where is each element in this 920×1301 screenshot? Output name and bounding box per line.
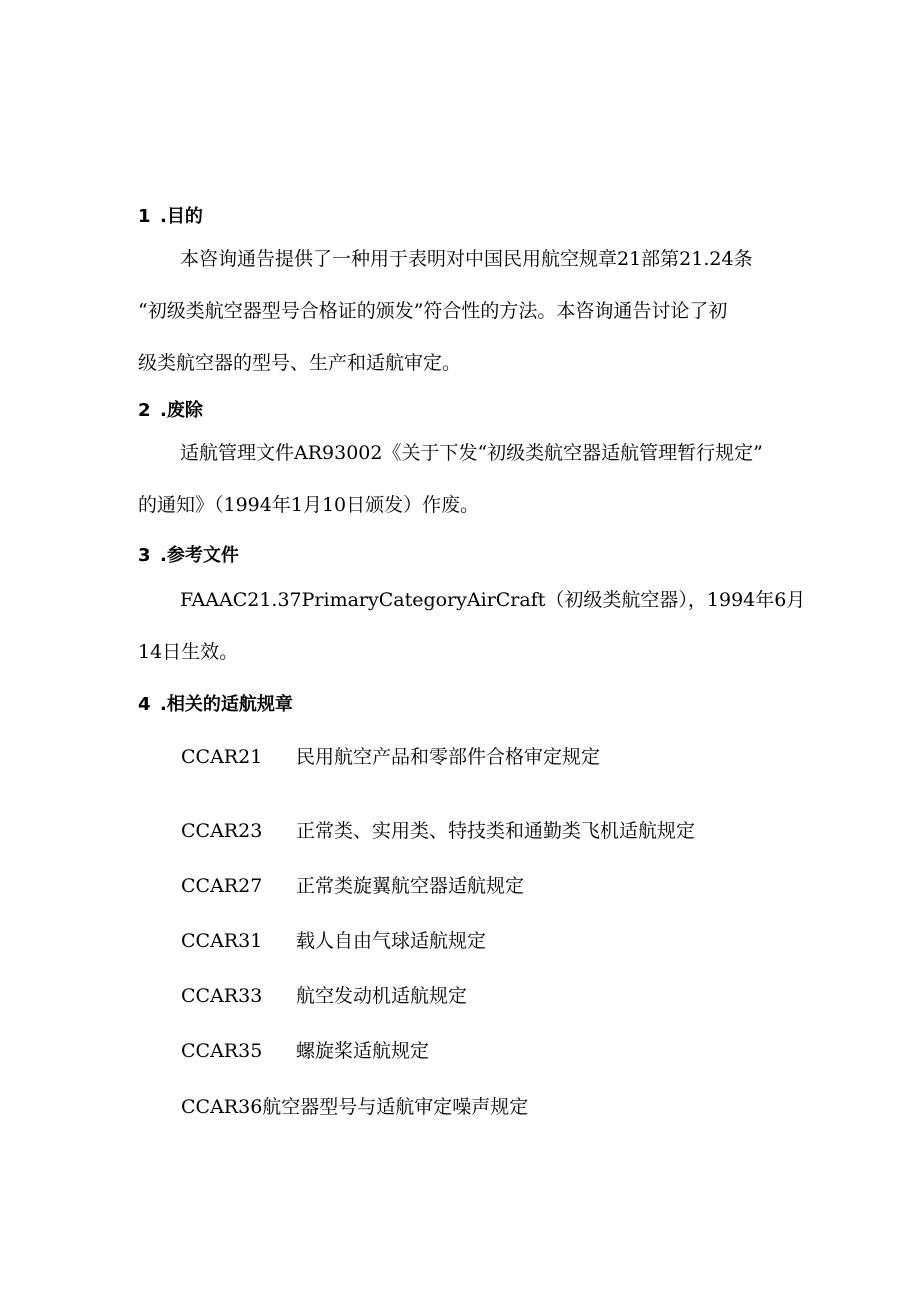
regulation-row: [181, 742, 600, 769]
section-3-heading: [138, 541, 239, 567]
regulation-title: 航空发动机适航规定: [296, 985, 468, 1007]
regulation-code: CCAR27: [181, 875, 263, 897]
section-4-heading: [138, 690, 293, 716]
section-title: .废除: [160, 400, 203, 421]
regulation-row: [181, 1036, 429, 1063]
regulation-code: CCAR23: [181, 820, 263, 842]
section-number: 3: [138, 545, 151, 566]
regulation-line: CCAR36航空器型号与适航审定噪声规定: [181, 1096, 529, 1118]
regulation-code: CCAR31: [181, 930, 263, 952]
regulation-row: [181, 926, 486, 953]
paragraph-line: 本咨询通告提供了一种用于表明对中国民用航空规章21部第21.24条: [180, 248, 753, 270]
paragraph-line: 的通知》（1994年1月10日颁发）作废。: [138, 494, 480, 516]
section-1-paragraph: [138, 233, 784, 389]
regulation-row: [181, 871, 524, 898]
section-title: .相关的适航规章: [160, 694, 293, 715]
regulation-title: 民用航空产品和零部件合格审定规定: [296, 746, 601, 768]
regulation-title: 正常类、实用类、特技类和通勤类飞机适航规定: [296, 820, 696, 842]
regulation-title: 螺旋桨适航规定: [296, 1040, 430, 1062]
section-title: .目的: [160, 206, 203, 227]
paragraph-line: FAAAC21.37PrimaryCategoryAirCraft（初级类航空器），1994年6月: [180, 589, 806, 611]
section-2-heading: [138, 396, 203, 422]
section-1-heading: [138, 202, 203, 228]
regulation-code: CCAR33: [181, 985, 263, 1007]
section-3-paragraph: [138, 574, 806, 678]
regulation-row: [181, 981, 467, 1008]
paragraph-line: 级类航空器的型号、生产和适航审定。: [138, 352, 462, 374]
section-title: .参考文件: [160, 545, 239, 566]
regulation-title: 正常类旋翼航空器适航规定: [296, 875, 525, 897]
paragraph-line: 14日生效。: [138, 641, 239, 663]
section-number: 2: [138, 400, 151, 421]
section-2-paragraph: [138, 427, 784, 531]
regulation-code: CCAR21: [181, 746, 263, 768]
section-number: 1: [138, 206, 151, 227]
regulation-code: CCAR35: [181, 1040, 263, 1062]
regulation-row: [181, 816, 695, 843]
paragraph-line: 适航管理文件AR93002《关于下发“初级类航空器适航管理暂行规定”: [180, 442, 763, 464]
section-number: 4: [138, 694, 151, 715]
regulation-row: [181, 1092, 528, 1119]
paragraph-line: “初级类航空器型号合格证的颁发”符合性的方法。本咨询通告讨论了初: [138, 300, 728, 322]
regulation-title: 载人自由气球适航规定: [296, 930, 487, 952]
